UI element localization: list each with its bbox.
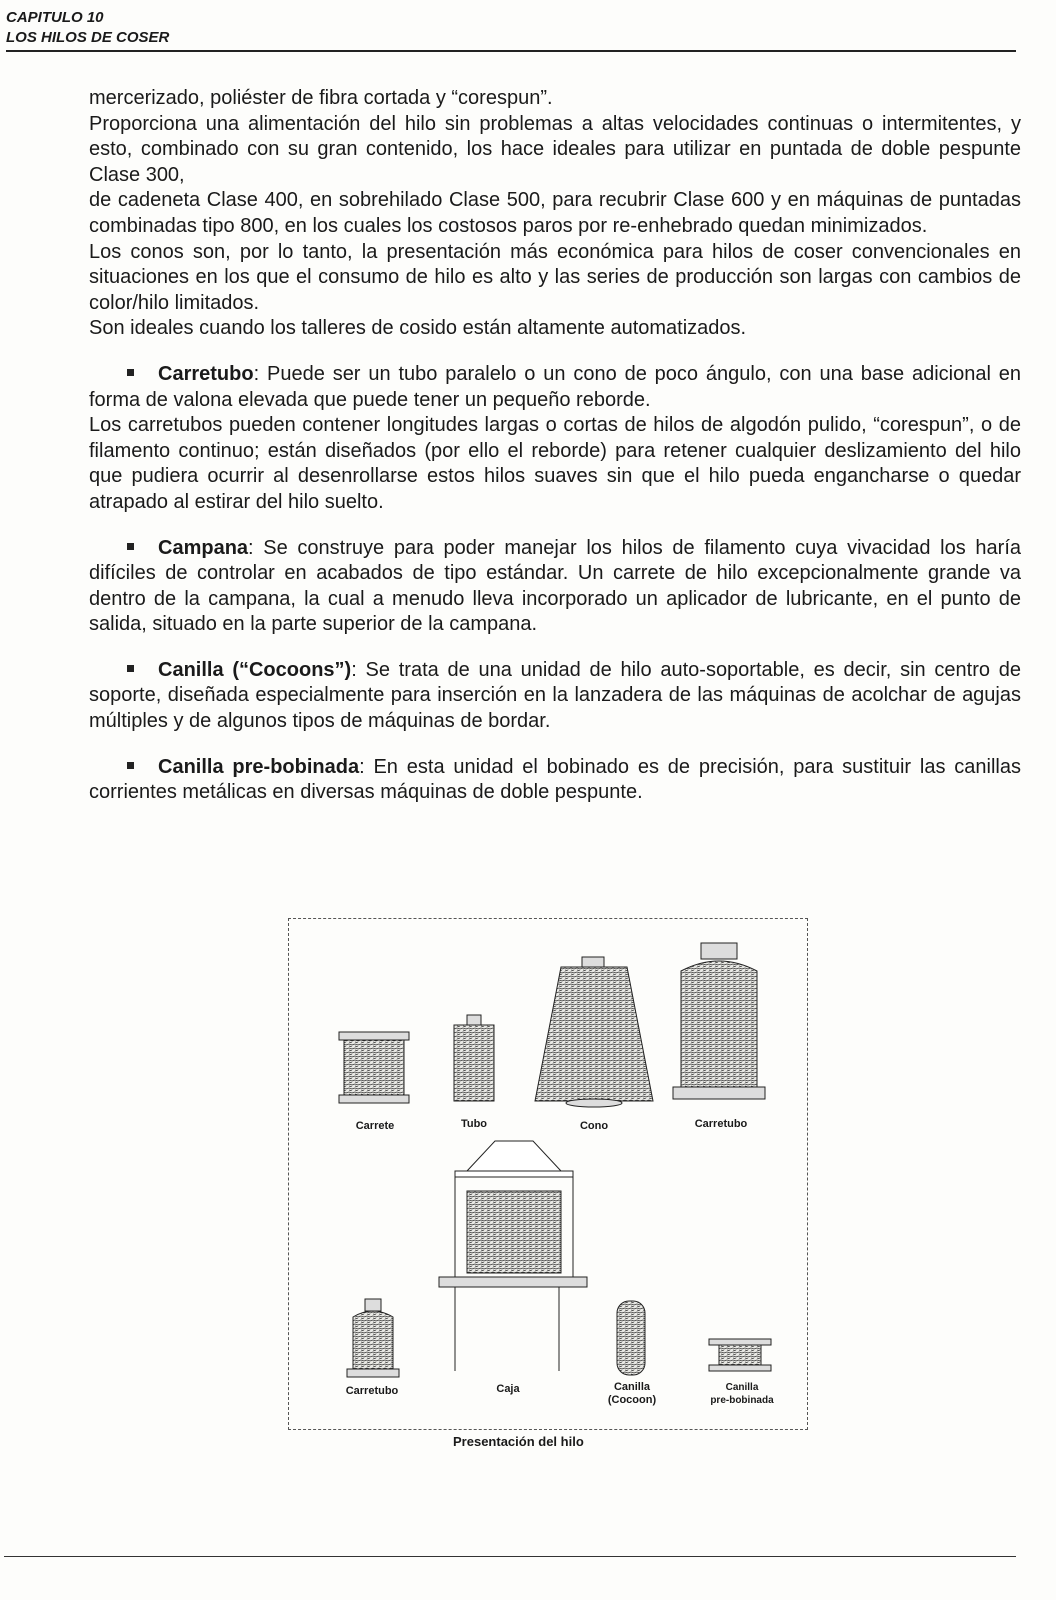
footer-divider	[4, 1556, 1016, 1557]
body-text	[89, 86, 1021, 806]
label-carretubo-small: Carretubo	[345, 1385, 399, 1397]
carretubo-icon	[673, 943, 765, 1099]
section-title: LOS HILOS DE COSER	[6, 29, 170, 46]
paragraph: Los conos son, por lo tanto, la presentación más económica para hilos de coser convencionales en situaciones en los que el consumo de hilo es alto y las series de producción son largas con cambios de color/hilo limitados.	[89, 240, 1021, 314]
bullet-text: : Se construye para poder manejar los hilos de filamento cuya vivacidad los haría difíciles de controlar en acabados de tipo estándar. Un carrete de hilo excepcionalmente grande va dentro de la campana, la cual a menudo lleva incorporado un aplicador de lubricante, en el punto de salida, situado en la parte superior de la campana.	[89, 536, 1021, 636]
label-caja: Caja	[496, 1383, 520, 1395]
label-carretubo: Carretubo	[694, 1118, 748, 1130]
paragraph: mercerizado, poliéster de fibra cortada y “corespun”.	[89, 87, 553, 109]
label-line: (Cocoon)	[607, 1394, 657, 1406]
bullet-canilla-prebobinada	[89, 755, 1021, 806]
bullet-icon	[127, 369, 134, 376]
label-carrete: Carrete	[355, 1120, 395, 1132]
figure-caption: Presentación del hilo	[453, 1434, 584, 1449]
label-canilla-prebobinada	[697, 1381, 787, 1407]
canilla-cocoon-icon	[617, 1301, 645, 1375]
bullet-term: Canilla pre-bobinada	[158, 755, 360, 778]
bullet-carretubo	[89, 362, 1021, 516]
label-line: Canilla	[613, 1381, 651, 1393]
carrete-spool-icon	[339, 1032, 409, 1103]
label-line: Canilla	[725, 1382, 759, 1393]
label-line: pre-bobinada	[710, 1395, 774, 1406]
label-canilla-cocoon	[601, 1381, 663, 1407]
caja-box-icon	[439, 1141, 587, 1371]
cono-cone-icon	[535, 957, 653, 1107]
bullet-icon	[127, 762, 134, 769]
page-header	[6, 8, 169, 48]
bullet-term: Canilla (“Cocoons”)	[158, 658, 352, 681]
bullet-canilla	[89, 658, 1021, 735]
header-divider	[6, 50, 1016, 52]
bullet-term: Carretubo	[158, 362, 254, 385]
carretubo-small-icon	[347, 1299, 399, 1377]
bullet-icon	[127, 665, 134, 672]
bullet-text: : En esta unidad el bobinado es de precisión, para sustituir las canillas corrientes metálicas en diversas máquinas de doble pespunte.	[89, 755, 1021, 804]
paragraph: de cadeneta Clase 400, en sobrehilado Clase 500, para recubrir Clase 600 y en máquinas de puntadas combinadas tipo 800, en los cuales los costosos paros por re-enhebrado quedan minimizados.	[89, 189, 1021, 237]
bullet-term: Campana	[158, 536, 249, 559]
chapter-title: CAPITULO 10	[6, 9, 104, 26]
paragraph: Los carretubos pueden contener longitudes largas o cortas de hilos de algodón pulido, “corespun”, o de filamento continuo; están diseñados (por ello el reborde) para retener cualquier deslizamiento del hilo que pudiera ocurrir al desenrollarse estos hilos suaves sin que el hilo pueda engancharse o quedar atrapado al estirar del hilo suelto.	[89, 414, 1021, 513]
tubo-tube-icon	[454, 1015, 494, 1101]
label-tubo: Tubo	[460, 1118, 488, 1130]
canilla-prebobinada-icon	[709, 1339, 771, 1371]
thread-presentation-figure	[288, 918, 808, 1430]
paragraph: Proporciona una alimentación del hilo sin problemas a altas velocidades continuas o intermitentes, y esto, combinado con su gran contenido, los hace ideales para utilizar en puntada de doble pespunte Clase 300,	[89, 112, 1021, 186]
label-cono: Cono	[579, 1120, 609, 1132]
figure-illustrations	[289, 919, 809, 1431]
paragraph: Son ideales cuando los talleres de cosido están altamente automatizados.	[89, 317, 747, 340]
bullet-text: : Puede ser un tubo paralelo o un cono de poco ángulo, con una base adicional en forma de valona elevada que puede tener un pequeño reborde.	[89, 362, 1021, 411]
bullet-campana	[89, 536, 1021, 638]
bullet-icon	[127, 543, 134, 550]
bullet-text: : Se trata de una unidad de hilo auto-soportable, es decir, sin centro de soporte, diseñada especialmente para inserción en la lanzadera de las máquinas de acolchar de agujas múltiples y de algunos tipos de máquinas de bordar.	[89, 658, 1021, 733]
